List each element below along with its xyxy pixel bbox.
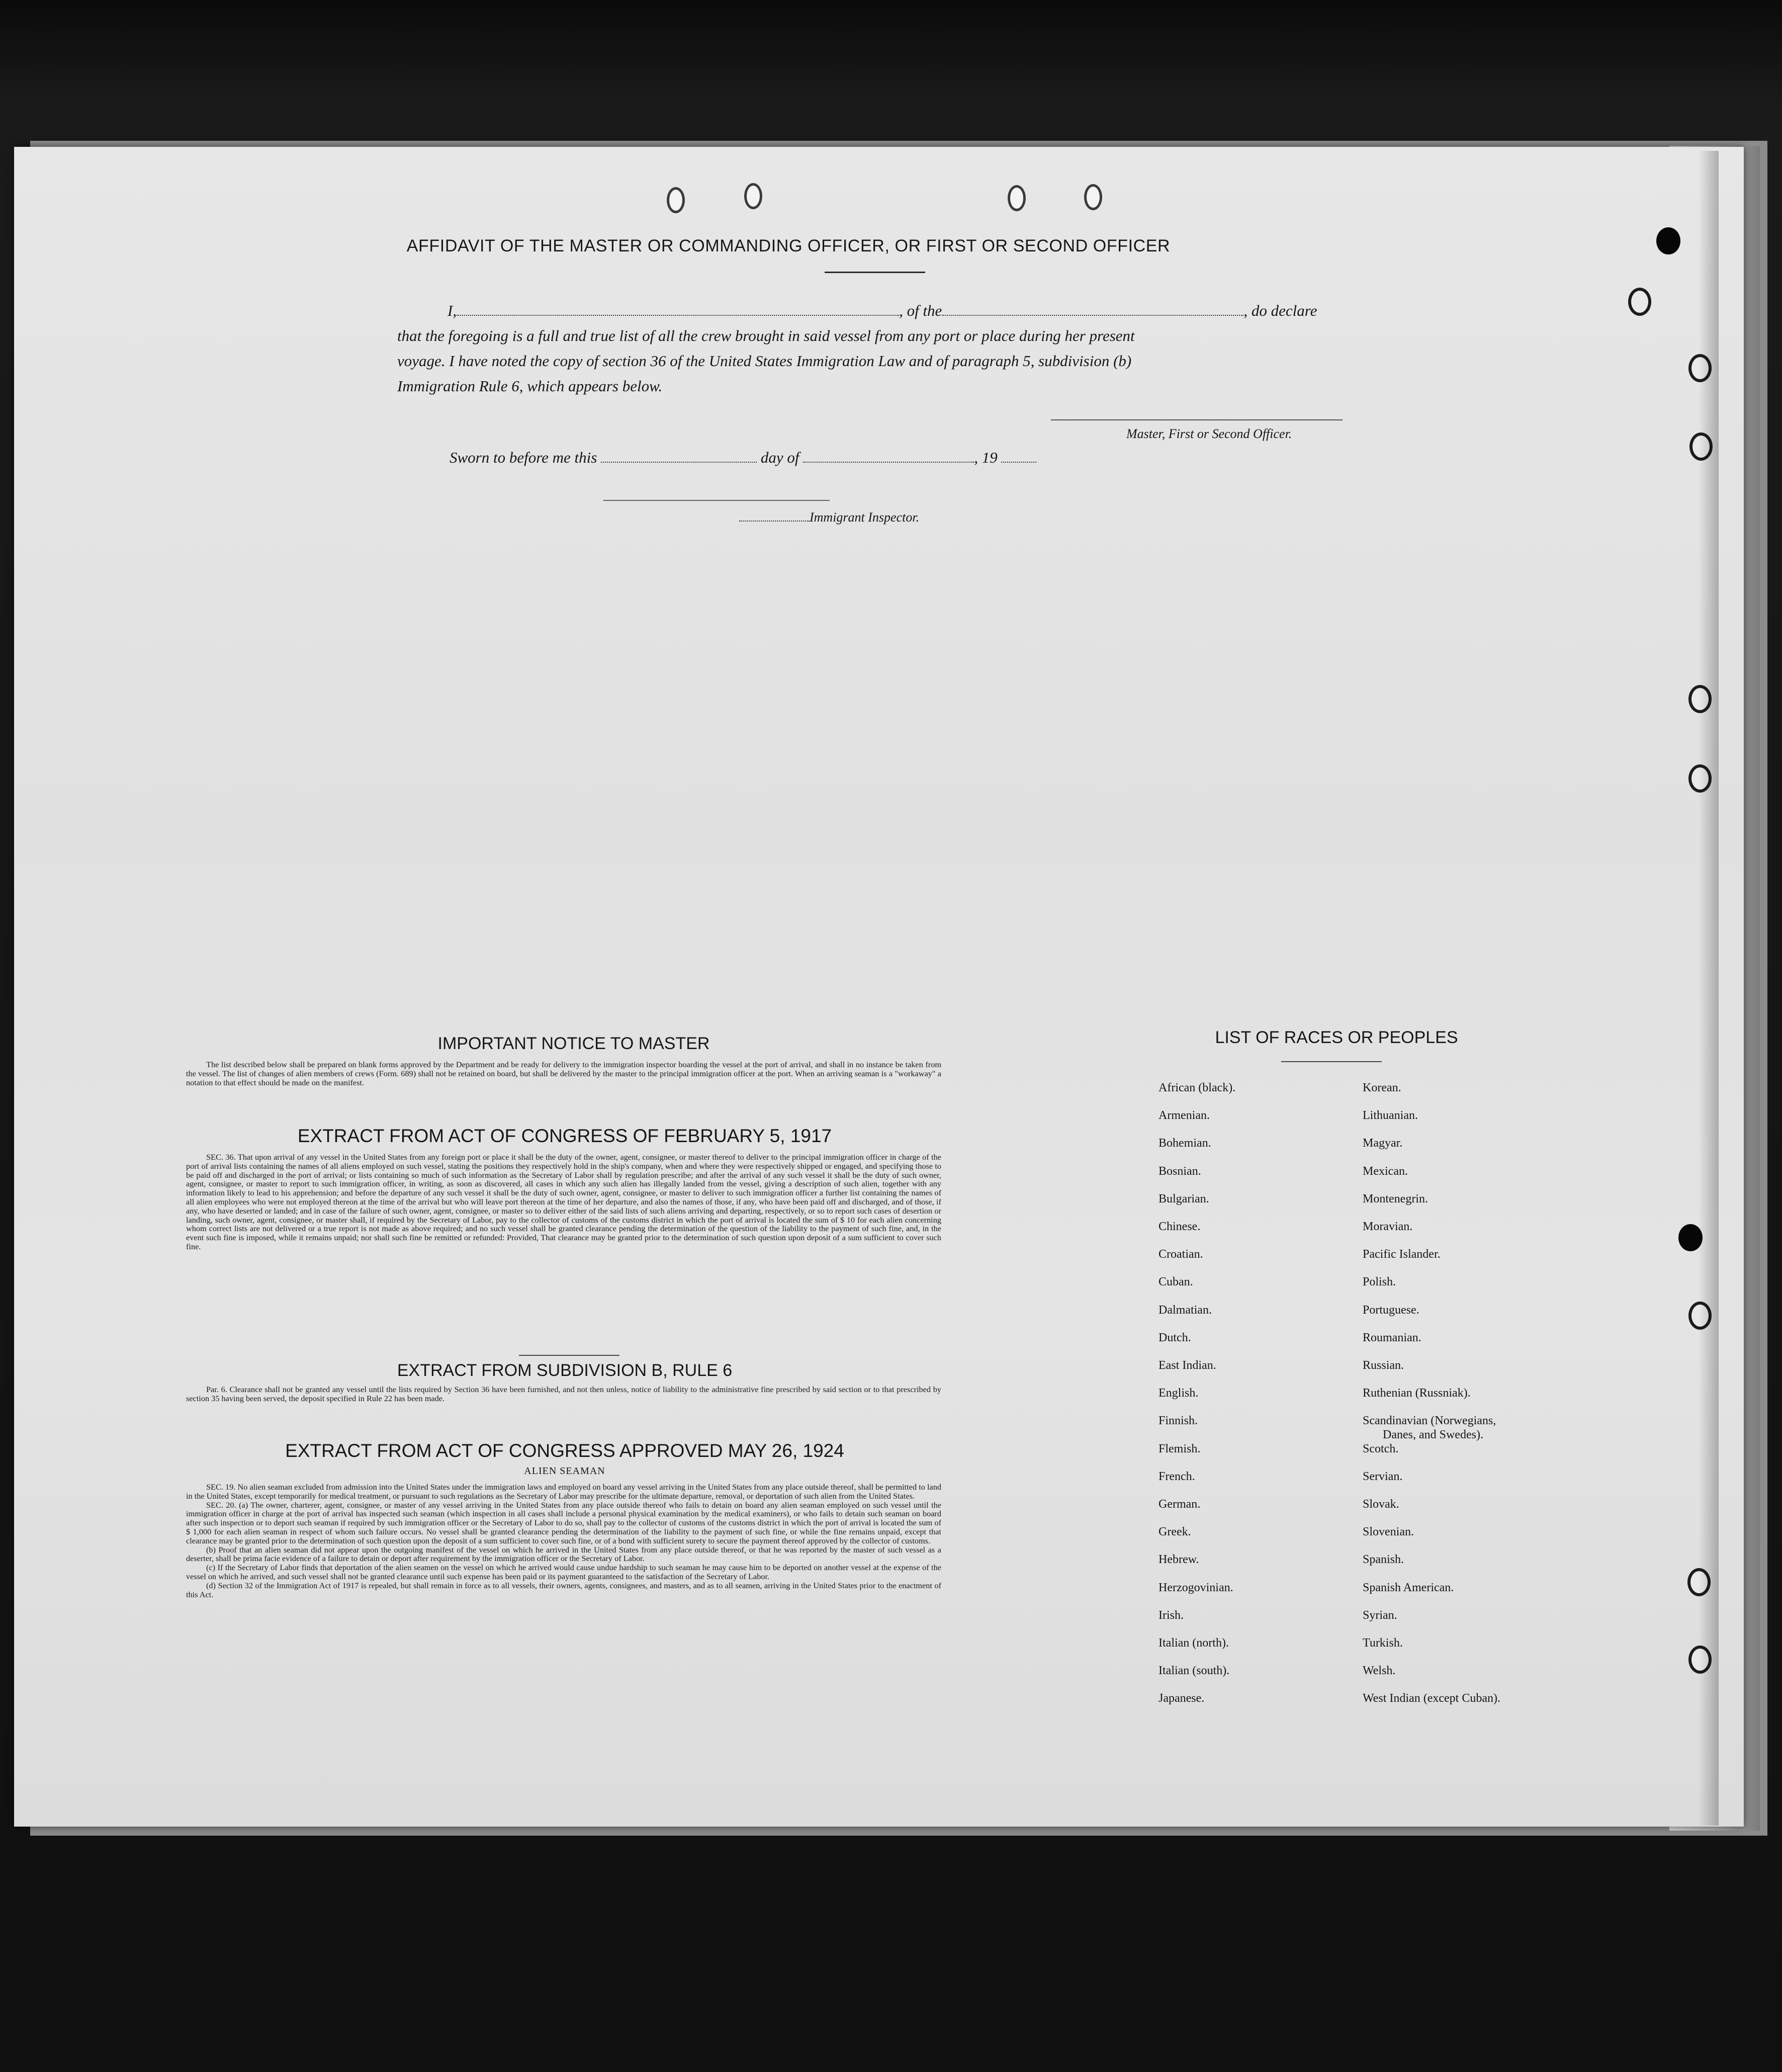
punch-hole	[744, 183, 762, 209]
race-item: Moravian.	[1363, 1220, 1413, 1233]
signature-line	[1051, 419, 1343, 420]
page-edge-shadow	[1699, 151, 1719, 1826]
race-item: East Indian.	[1159, 1359, 1216, 1372]
race-item: Welsh.	[1363, 1664, 1396, 1678]
race-item: Magyar.	[1363, 1137, 1403, 1150]
race-item: Dutch.	[1159, 1331, 1191, 1344]
section-rule	[519, 1355, 619, 1356]
affidavit-line-4: Immigration Rule 6, which appears below.	[397, 377, 663, 395]
affidavit-line-1: I, , of the , do declare	[448, 302, 1317, 319]
race-item: Turkish.	[1363, 1636, 1403, 1650]
race-item: Polish.	[1363, 1275, 1396, 1289]
notice-text: The list described below shall be prepared on blank forms approved by the Department and be ready for delivery to the immigration inspector boarding the vessel at the port of arrival, and shall in no instance be taken from the vessel. The list of changes of alien members of crews (Form. 689) shall not be retained on board, but shall be delivered by the master to the principal immigration officer at the port. When an arriving seaman is a "workaway" a notation to that effect should be made on the manifest.	[186, 1060, 941, 1087]
title-rule	[825, 272, 925, 273]
affidavit-title: AFFIDAVIT OF THE MASTER OR COMMANDING OFFICER, OR FIRST OR SECOND OFFICER	[406, 236, 1171, 255]
race-item: Bohemian.	[1159, 1137, 1211, 1150]
affidavit-line-2: that the foregoing is a full and true list of all the crew brought in said vessel from any port or place during her present	[397, 327, 1135, 344]
sworn-line: Sworn to before me this day of , 19	[450, 446, 1036, 470]
race-item: Chinese.	[1159, 1220, 1201, 1233]
race-item: Korean.	[1363, 1081, 1401, 1094]
race-item: Armenian.	[1159, 1109, 1210, 1123]
punch-hole	[1084, 184, 1102, 210]
race-item-continuation: Danes, and Swedes).	[1383, 1428, 1483, 1442]
race-item: Croatian.	[1159, 1248, 1203, 1261]
race-item: Lithuanian.	[1363, 1109, 1418, 1123]
race-item: African (black).	[1159, 1081, 1236, 1094]
signature-label: Master, First or Second Officer.	[1126, 426, 1292, 441]
act1924-text: SEC. 19. No alien seaman excluded from admission into the United States under the immigration laws and employed on board any vessel arriving in the United States from any place outside thereof, shall be permitted to land in the United States, except temporarily for medical treatment, or pursuant to such regulations as the Secretary of Labor may prescribe for the ultimate departure, removal, or deportation of such alien from the United States. SEC. 20. (a) The owner, charterer, agent, consignee, or master of any vessel arriving in the United States from any place outside thereof who fails to detain on board any alien seaman employed on such vessel until the immigration officer in charge at the port of arrival has inspected such seaman (which inspection in all cases shall include a personal physical examination by the medical examiners), or who fails to detain such seaman on board after such inspection or to deport such seaman if required by such immigration officer or the Secretary of Labor to do so, shall pay to the collector of customs of the customs district in which the port of arrival is located the sum of $ 1,000 for each alien seaman in respect of whom such failure occurs. No vessel shall be granted clearance pending the determination of the liability to the payment of such fine, or while the fine remains unpaid, except that clearance may be granted prior to the determination of such question upon the deposit of a sum sufficient to cover such fine, or of a bond with sufficient surety to secure the payment thereof approved by the collector of customs. (b) Proof that an alien seaman did not appear upon the outgoing manifest of the vessel on which he arrived in the United States from any place outside thereof, or that he was reported by the master of such vessel as a deserter, shall be prima facie evidence of a failure to detain or deport after requirement by the immigration officer or the Secretary of Labor. (c) If the Secretary of Labor finds that deportation of the alien seamen on the vessel on which he arrived would cause undue hardship to such seaman he may cause him to be deported on another vessel at the expense of the vessel on which he arrived, and such vessel shall not be granted clearance until such expense has been paid or its payment guaranteed to the satisfaction of the Secretary of Labor. (d) Section 32 of the Immigration Act of 1917 is repealed, but shall remain in force as to all vessels, their owners, agents, consignees, and masters, and as to all seamen, arriving in the United States prior to the enactment of this Act.	[186, 1482, 941, 1599]
race-item: Portuguese.	[1363, 1303, 1419, 1317]
race-item: English.	[1159, 1387, 1199, 1400]
race-item: Spanish American.	[1363, 1581, 1454, 1594]
inspector-label: Immigrant Inspector.	[739, 510, 919, 525]
race-item: Herzogovinian.	[1159, 1581, 1233, 1594]
race-item: Spanish.	[1363, 1553, 1404, 1567]
race-item: Dalmatian.	[1159, 1303, 1212, 1317]
race-item: Japanese.	[1159, 1692, 1205, 1705]
race-item: Finnish.	[1159, 1414, 1198, 1428]
race-item: Irish.	[1159, 1608, 1184, 1622]
races-rule	[1281, 1061, 1382, 1062]
race-item: German.	[1159, 1498, 1201, 1511]
race-item: Scotch.	[1363, 1442, 1399, 1455]
race-item: Hebrew.	[1159, 1553, 1199, 1567]
race-item: Italian (north).	[1159, 1636, 1229, 1650]
race-item: Montenegrin.	[1363, 1192, 1428, 1205]
race-item: Slovak.	[1363, 1498, 1399, 1511]
race-item: Mexican.	[1363, 1164, 1408, 1178]
race-item: Greek.	[1159, 1525, 1191, 1539]
race-item: Roumanian.	[1363, 1331, 1421, 1344]
race-item: Ruthenian (Russniak).	[1363, 1387, 1471, 1400]
race-item: Bulgarian.	[1159, 1192, 1209, 1205]
document-page	[14, 147, 1744, 1827]
race-item: Cuban.	[1159, 1275, 1193, 1289]
act1924-subtitle: ALIEN SEAMAN	[524, 1465, 605, 1477]
race-item: Pacific Islander.	[1363, 1248, 1441, 1261]
race-item: Scandinavian (Norwegians,	[1363, 1414, 1496, 1428]
race-item: Flemish.	[1159, 1442, 1201, 1455]
race-item: West Indian (except Cuban).	[1363, 1692, 1500, 1705]
rule6-text: Par. 6. Clearance shall not be granted any vessel until the lists required by Section 36 have been furnished, and not then unless, notice of liability to the administrative fine prescribed by said section or to that prescribed by section 35 having been served, the deposit specified in Rule 22 has been made.	[186, 1385, 941, 1403]
race-item: Italian (south).	[1159, 1664, 1230, 1678]
punch-hole	[1008, 185, 1026, 211]
race-item: Russian.	[1363, 1359, 1404, 1372]
race-item: Bosnian.	[1159, 1164, 1201, 1178]
race-item: French.	[1159, 1470, 1195, 1483]
act1917-title: EXTRACT FROM ACT OF CONGRESS OF FEBRUARY 5, 1917	[297, 1126, 832, 1146]
act1924-title: EXTRACT FROM ACT OF CONGRESS APPROVED MAY 26, 1924	[285, 1440, 844, 1461]
races-title: LIST OF RACES OR PEOPLES	[1215, 1028, 1458, 1047]
act1917-text: SEC. 36. That upon arrival of any vessel in the United States from any foreign port or place it shall be the duty of the owner, agent, consignee, or master thereof to deliver to the principal immigration officer in charge of the port of arrival lists containing the names of all aliens employed on such vessel, stating the positions they respectively hold in the ship's company, when and where they were respectively shipped or engaged, and specifying those to be paid off and discharged in the port of arrival; or lists containing so much of such information as the Secretary of Labor shall by regulation prescribe; and after the arrival of any such vessel it shall be the duty of such owner, agent, consignee, or master to report to such immigration officer, in writing, as soon as discovered, all cases in which any such alien has illegally landed from the vessel, giving a description of such alien, together with any information likely to lead to his apprehension; and before the departure of any such vessel it shall be the duty of such owner, agent, consignee, or master to deliver to such immigration officer a further list containing the names of all alien employees who were not employed thereon at the time of the arrival but who will leave port thereon at the time of her departure, and also the names of those, if any, who have been paid off and discharged, and of those, if any, who have deserted or landed; and in case of the failure of such owner, agent, consignee, or master so to deliver either of the said lists of such aliens arriving and departing, respectively, or so to report such cases of desertion or landing, such owner, agent, consignee, or master shall, if required by the Secretary of Labor, pay to the collector of customs of the customs district in which the port of arrival is located the sum of $ 10 for each alien concerning whom correct lists are not delivered or a true report is not made as above required; and no such vessel shall be granted clearance pending the determination of the question of the liability to the payment of such fine, and, in the event such fine is imposed, while it remains unpaid; nor shall such fine be remitted or refunded: Provided, That clearance may be granted prior to the determination of such question upon deposit of a sum sufficient to cover such fine.	[186, 1152, 941, 1251]
rule6-title: EXTRACT FROM SUBDIVISION B, RULE 6	[397, 1361, 733, 1380]
punch-hole	[1628, 288, 1651, 316]
notice-title: IMPORTANT NOTICE TO MASTER	[437, 1034, 710, 1053]
punch-hole	[1656, 227, 1680, 254]
race-item: Servian.	[1363, 1470, 1403, 1483]
race-item: Syrian.	[1363, 1608, 1397, 1622]
inspector-line-top	[603, 500, 830, 501]
punch-hole	[667, 187, 685, 213]
race-item: Slovenian.	[1363, 1525, 1414, 1539]
affidavit-line-3: voyage. I have noted the copy of section 36 of the United States Immigration Law and of paragraph 5, subdivision (b)	[397, 352, 1132, 370]
